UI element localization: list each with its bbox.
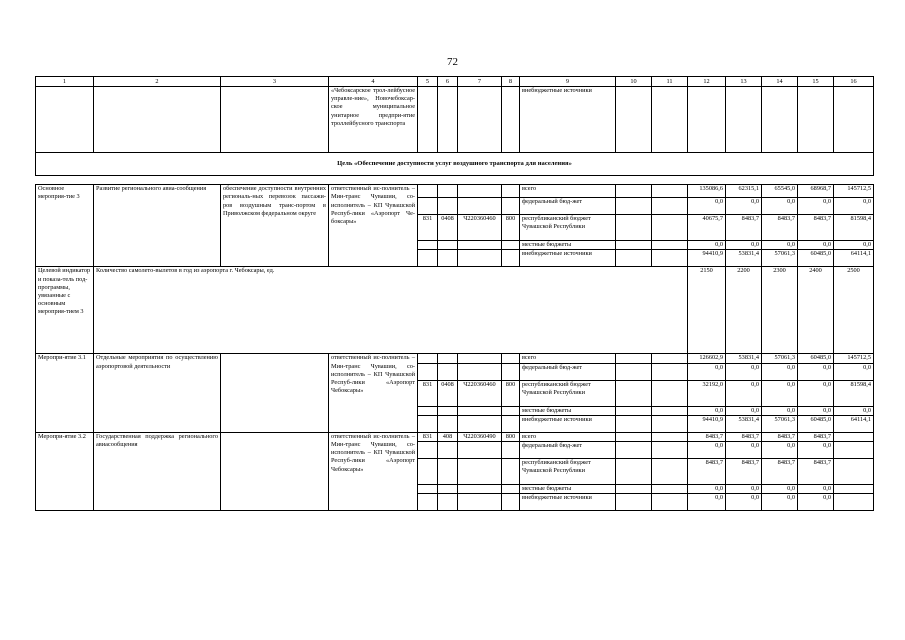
amount-cell (834, 459, 874, 485)
cell (616, 459, 652, 485)
goal-row (36, 153, 874, 176)
col-header: 2 (94, 77, 221, 87)
cell (502, 87, 520, 153)
carry-row (36, 87, 874, 153)
code-csr (458, 363, 502, 380)
code-grbs: 831 (418, 215, 438, 241)
cell (616, 442, 652, 459)
header-row (36, 77, 874, 87)
code-vr: 800 (502, 215, 520, 241)
code-rzpr (438, 198, 458, 215)
funding-source: всего (520, 354, 616, 363)
amount-cell: 8483,7 (762, 215, 798, 241)
amount-cell: 53831,4 (726, 354, 762, 363)
indicator-value: 2300 (762, 267, 798, 354)
cell (36, 87, 94, 153)
cell (616, 215, 652, 241)
program-table (35, 76, 874, 511)
code-vr (502, 363, 520, 380)
finance-row (36, 432, 874, 441)
amount-cell: 0,0 (834, 241, 874, 250)
cell (652, 415, 688, 432)
amount-cell: 0,0 (798, 485, 834, 494)
event-type: Основное мероприя-тие 3 (36, 185, 94, 267)
col-header: 16 (834, 77, 874, 87)
cell (652, 380, 688, 406)
amount-cell: 68968,7 (798, 185, 834, 198)
amount-cell: 0,0 (726, 380, 762, 406)
goal-title: Цель «Обеспечение доступности услуг воздушного транспорта для населения» (36, 153, 874, 176)
event-task: обеспечение доступности внутренних региональ-ных перевозок пассажи-ров воздушным транс-портом в Приволжском федеральном округе (221, 185, 329, 267)
code-csr (458, 459, 502, 485)
cell (652, 485, 688, 494)
amount-cell (834, 432, 874, 441)
col-header: 8 (502, 77, 520, 87)
funding-source: местные бюджеты (520, 406, 616, 415)
amount-cell: 57061,3 (762, 415, 798, 432)
cell (94, 87, 221, 153)
code-grbs (418, 415, 438, 432)
spacer-cell (36, 176, 874, 185)
cell (798, 87, 834, 153)
code-grbs (418, 198, 438, 215)
event-name: Развитие регионального авиа-сообщения (94, 185, 221, 267)
code-grbs (418, 241, 438, 250)
indicator-label: Целевой индикатор и показа-тель под-программы, увязанные с основным мероприя-тием 3 (36, 267, 94, 354)
finance-row (36, 354, 874, 363)
amount-cell: 0,0 (798, 363, 834, 380)
amount-cell: 135086,6 (688, 185, 726, 198)
amount-cell: 0,0 (762, 442, 798, 459)
code-vr (502, 185, 520, 198)
code-csr (458, 250, 502, 267)
code-vr (502, 442, 520, 459)
cell (616, 494, 652, 511)
code-rzpr: 0408 (438, 215, 458, 241)
cell (458, 87, 502, 153)
code-grbs (418, 354, 438, 363)
amount-cell: 53831,4 (726, 250, 762, 267)
indicator-value: 2400 (798, 267, 834, 354)
indicator-value: 2150 (688, 267, 726, 354)
col-header: 10 (616, 77, 652, 87)
code-grbs (418, 442, 438, 459)
amount-cell (834, 442, 874, 459)
cell (652, 250, 688, 267)
cell (418, 87, 438, 153)
amount-cell: 0,0 (762, 241, 798, 250)
code-vr: 800 (502, 432, 520, 441)
amount-cell: 0,0 (762, 380, 798, 406)
code-grbs (418, 185, 438, 198)
amount-cell (834, 494, 874, 511)
code-csr (458, 185, 502, 198)
cell (616, 432, 652, 441)
col-header: 3 (221, 77, 329, 87)
col-header: 13 (726, 77, 762, 87)
event-type: Меропри-ятие 3.2 (36, 432, 94, 510)
amount-cell: 0,0 (834, 363, 874, 380)
amount-cell: 94410,9 (688, 415, 726, 432)
code-csr (458, 406, 502, 415)
event-name: Государственная поддержка регионального авиасообщения (94, 432, 221, 510)
amount-cell: 0,0 (798, 494, 834, 511)
cell (652, 87, 688, 153)
amount-cell: 32192,0 (688, 380, 726, 406)
funding-source: федеральный бюд-жет (520, 442, 616, 459)
funding-source: всего (520, 432, 616, 441)
amount-cell: 60485,0 (798, 354, 834, 363)
amount-cell: 0,0 (688, 442, 726, 459)
cell (616, 380, 652, 406)
col-header: 1 (36, 77, 94, 87)
cell (616, 87, 652, 153)
amount-cell: 8483,7 (798, 215, 834, 241)
code-vr (502, 485, 520, 494)
col-header: 7 (458, 77, 502, 87)
code-rzpr (438, 459, 458, 485)
funding-source: внебюджетные источники (520, 494, 616, 511)
amount-cell: 0,0 (798, 442, 834, 459)
funding-source: внебюджетные источники (520, 250, 616, 267)
amount-cell: 40675,7 (688, 215, 726, 241)
amount-cell: 0,0 (726, 406, 762, 415)
cell (688, 87, 726, 153)
code-vr: 800 (502, 380, 520, 406)
cell (726, 87, 762, 153)
cell (616, 363, 652, 380)
code-rzpr (438, 485, 458, 494)
code-grbs (418, 363, 438, 380)
amount-cell: 0,0 (688, 494, 726, 511)
cell (616, 198, 652, 215)
amount-cell: 145712,5 (834, 185, 874, 198)
code-rzpr: 0408 (438, 380, 458, 406)
indicator-text: Количество самолето-вылетов в год из аэропорта г. Чебоксары, ед. (94, 267, 688, 354)
amount-cell: 64114,1 (834, 250, 874, 267)
amount-cell: 0,0 (726, 485, 762, 494)
amount-cell: 0,0 (834, 198, 874, 215)
code-csr (458, 354, 502, 363)
cell (616, 241, 652, 250)
code-csr (458, 198, 502, 215)
amount-cell: 0,0 (762, 494, 798, 511)
amount-cell: 8483,7 (798, 459, 834, 485)
amount-cell: 94410,9 (688, 250, 726, 267)
cell (616, 250, 652, 267)
code-rzpr (438, 250, 458, 267)
col-header: 15 (798, 77, 834, 87)
amount-cell: 0,0 (798, 380, 834, 406)
code-grbs (418, 250, 438, 267)
cell (652, 215, 688, 241)
code-csr (458, 442, 502, 459)
amount-cell: 57061,3 (762, 354, 798, 363)
amount-cell (834, 485, 874, 494)
code-grbs (418, 485, 438, 494)
amount-cell: 0,0 (726, 494, 762, 511)
col-header: 9 (520, 77, 616, 87)
cell (652, 459, 688, 485)
amount-cell: 53831,4 (726, 415, 762, 432)
cell (652, 241, 688, 250)
event-executor: ответственный ис-полнитель – Мин-транс Чувашии, со-исполнитель – КП Чувашской Респуб-лики «Аэропорт Че-боксары» (329, 185, 418, 267)
cell (616, 185, 652, 198)
code-csr: Ч220360460 (458, 215, 502, 241)
event-task (221, 354, 329, 432)
code-rzpr: 408 (438, 432, 458, 441)
funding-source: федеральный бюд-жет (520, 363, 616, 380)
code-rzpr (438, 415, 458, 432)
amount-cell: 126602,9 (688, 354, 726, 363)
amount-cell: 0,0 (798, 406, 834, 415)
code-vr (502, 494, 520, 511)
code-vr (502, 459, 520, 485)
amount-cell: 145712,5 (834, 354, 874, 363)
cell (762, 87, 798, 153)
amount-cell: 81598,4 (834, 215, 874, 241)
code-csr (458, 485, 502, 494)
amount-cell: 0,0 (688, 198, 726, 215)
cell (652, 406, 688, 415)
cell (616, 415, 652, 432)
col-header: 11 (652, 77, 688, 87)
cell (652, 198, 688, 215)
amount-cell: 60485,0 (798, 415, 834, 432)
code-grbs (418, 406, 438, 415)
amount-cell: 8483,7 (726, 215, 762, 241)
funding-source: республиканский бюджет Чувашской Республики (520, 215, 616, 241)
code-csr (458, 494, 502, 511)
cell (438, 87, 458, 153)
event-name: Отдельные мероприятия по осуществлению аэропортовой деятельности (94, 354, 221, 432)
amount-cell: 8483,7 (726, 459, 762, 485)
cell (616, 354, 652, 363)
code-rzpr (438, 241, 458, 250)
amount-cell: 0,0 (762, 406, 798, 415)
code-grbs (418, 459, 438, 485)
amount-cell: 0,0 (834, 406, 874, 415)
code-vr (502, 250, 520, 267)
funding-source: республиканский бюджет Чувашской Республики (520, 459, 616, 485)
amount-cell: 0,0 (688, 363, 726, 380)
cell (221, 87, 329, 153)
code-vr (502, 198, 520, 215)
cell (652, 442, 688, 459)
col-header: 6 (438, 77, 458, 87)
amount-cell: 0,0 (798, 241, 834, 250)
cell (652, 363, 688, 380)
code-vr (502, 354, 520, 363)
code-rzpr (438, 442, 458, 459)
amount-cell: 64114,1 (834, 415, 874, 432)
amount-cell: 8483,7 (688, 459, 726, 485)
event-executor: ответственный ис-полнитель – Мин-транс Чувашии, со-исполнитель – КП Чувашской Респуб-лики «Аэропорт Чебоксары» (329, 432, 418, 510)
amount-cell: 0,0 (798, 198, 834, 215)
spacer-row (36, 176, 874, 185)
amount-cell: 81598,4 (834, 380, 874, 406)
code-grbs: 831 (418, 380, 438, 406)
cell (616, 406, 652, 415)
amount-cell: 0,0 (726, 363, 762, 380)
code-csr (458, 415, 502, 432)
code-rzpr (438, 406, 458, 415)
col-header: 14 (762, 77, 798, 87)
funding-source: федеральный бюд-жет (520, 198, 616, 215)
amount-cell: 0,0 (688, 241, 726, 250)
col-header: 12 (688, 77, 726, 87)
indicator-value: 2200 (726, 267, 762, 354)
amount-cell: 0,0 (762, 363, 798, 380)
amount-cell: 0,0 (726, 442, 762, 459)
event-task (221, 432, 329, 510)
code-csr: Ч220360460 (458, 380, 502, 406)
amount-cell: 8483,7 (762, 432, 798, 441)
col-header: 5 (418, 77, 438, 87)
cell (616, 485, 652, 494)
event-executor: ответственный ис-полнитель – Мин-транс Чувашии, со-исполнитель – КП Чувашской Респуб-лики «Аэропорт Чебоксары» (329, 354, 418, 432)
amount-cell: 57061,3 (762, 250, 798, 267)
code-csr: Ч220360490 (458, 432, 502, 441)
amount-cell: 8483,7 (688, 432, 726, 441)
col-header: 4 (329, 77, 418, 87)
amount-cell: 0,0 (688, 485, 726, 494)
cell (652, 494, 688, 511)
code-rzpr (438, 354, 458, 363)
amount-cell: 8483,7 (798, 432, 834, 441)
funding-source: местные бюджеты (520, 241, 616, 250)
amount-cell: 0,0 (726, 241, 762, 250)
cell (652, 185, 688, 198)
amount-cell: 0,0 (726, 198, 762, 215)
funding-source: республиканский бюджет Чувашской Республики (520, 380, 616, 406)
funding-source: всего (520, 185, 616, 198)
cell (652, 432, 688, 441)
cell (834, 87, 874, 153)
amount-cell: 0,0 (762, 198, 798, 215)
amount-cell: 62315,1 (726, 185, 762, 198)
cell (652, 354, 688, 363)
funding-source: местные бюджеты (520, 485, 616, 494)
amount-cell: 0,0 (762, 485, 798, 494)
amount-cell: 0,0 (688, 406, 726, 415)
code-csr (458, 241, 502, 250)
amount-cell: 8483,7 (762, 459, 798, 485)
indicator-value: 2500 (834, 267, 874, 354)
finance-row (36, 185, 874, 198)
code-vr (502, 415, 520, 432)
event-type: Меропри-ятие 3.1 (36, 354, 94, 432)
code-rzpr (438, 363, 458, 380)
code-grbs (418, 494, 438, 511)
amount-cell: 8483,7 (726, 432, 762, 441)
code-rzpr (438, 185, 458, 198)
page-number: 72 (447, 56, 458, 68)
code-rzpr (438, 494, 458, 511)
amount-cell: 60485,0 (798, 250, 834, 267)
code-vr (502, 406, 520, 415)
indicator-row (36, 267, 874, 354)
funding-source: внебюджетные источники (520, 415, 616, 432)
code-grbs: 831 (418, 432, 438, 441)
carry-executor: «Чебоксарское трол-лейбусное управле-ние», Новочебоксар-ское муниципальное унитарное предпри-ятие троллейбусного транспорта (329, 87, 418, 153)
code-vr (502, 241, 520, 250)
carry-source: внебюджетные источники (520, 87, 616, 153)
amount-cell: 65545,0 (762, 185, 798, 198)
